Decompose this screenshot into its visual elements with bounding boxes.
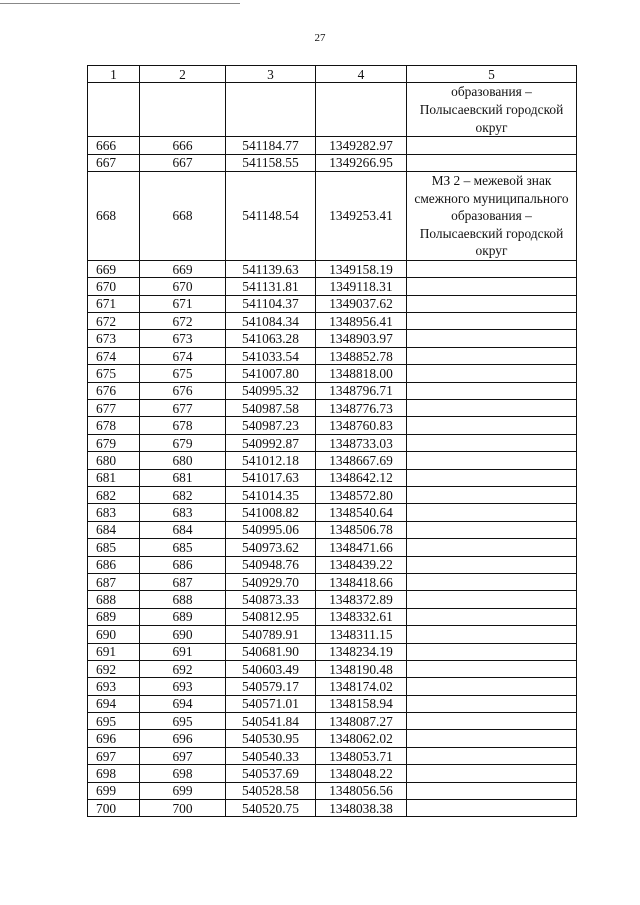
y-coordinate-cell: 1348053.71 [316,747,407,764]
y-coordinate-cell: 1348038.38 [316,800,407,817]
continuation-note: образования – Полысаевский городской округ [407,83,577,137]
point-id-cell: 666 [140,137,226,154]
table-row [88,573,577,590]
y-coordinate-cell: 1348956.41 [316,313,407,330]
point-id-cell: 686 [140,556,226,573]
x-coordinate-cell: 540812.95 [226,608,316,625]
table-row [88,765,577,782]
description-cell [407,295,577,312]
y-coordinate-cell: 1348062.02 [316,730,407,747]
x-coordinate-cell: 541184.77 [226,137,316,154]
table-row [88,260,577,277]
header-cell-1: 1 [88,66,140,83]
point-number-cell: 680 [88,452,140,469]
table-row [88,608,577,625]
point-id-cell: 673 [140,330,226,347]
x-coordinate-cell: 540579.17 [226,678,316,695]
description-cell [407,330,577,347]
x-coordinate-cell: 540873.33 [226,591,316,608]
point-number-cell: 677 [88,400,140,417]
header-cell-4: 4 [316,66,407,83]
point-id-cell: 682 [140,487,226,504]
point-id-cell: 679 [140,434,226,451]
point-number-cell: 689 [88,608,140,625]
x-coordinate-cell: 540571.01 [226,695,316,712]
table-row [88,313,577,330]
x-coordinate-cell: 541084.34 [226,313,316,330]
table-row [88,347,577,364]
x-coordinate-cell: 541033.54 [226,347,316,364]
table-row [88,730,577,747]
table-row [88,137,577,154]
x-coordinate-cell: 540528.58 [226,782,316,799]
description-cell [407,713,577,730]
point-id-cell: 692 [140,660,226,677]
x-coordinate-cell: 540603.49 [226,660,316,677]
point-number-cell: 691 [88,643,140,660]
point-id-cell: 685 [140,539,226,556]
table-row [88,434,577,451]
table-row [88,487,577,504]
point-number-cell: 676 [88,382,140,399]
x-coordinate-cell: 540948.76 [226,556,316,573]
description-cell [407,313,577,330]
y-coordinate-cell: 1349266.95 [316,154,407,171]
table-body [88,66,577,817]
point-number-cell: 666 [88,137,140,154]
table-row [88,591,577,608]
y-coordinate-cell: 1348190.48 [316,660,407,677]
description-cell [407,504,577,521]
x-coordinate-cell: 541148.54 [226,171,316,260]
x-coordinate-cell: 541139.63 [226,260,316,277]
point-id-cell: 678 [140,417,226,434]
y-coordinate-cell: 1348903.97 [316,330,407,347]
y-coordinate-cell: 1348506.78 [316,521,407,538]
header-cell-3: 3 [226,66,316,83]
table-row [88,154,577,171]
description-cell [407,365,577,382]
y-coordinate-cell: 1348667.69 [316,452,407,469]
x-coordinate-cell: 541158.55 [226,154,316,171]
description-cell [407,608,577,625]
point-number-cell: 699 [88,782,140,799]
point-number-cell: 698 [88,765,140,782]
x-coordinate-cell: 540995.32 [226,382,316,399]
description-cell [407,747,577,764]
point-id-cell: 697 [140,747,226,764]
table-row [88,417,577,434]
description-cell [407,487,577,504]
description-cell [407,539,577,556]
description-cell [407,382,577,399]
y-coordinate-cell: 1348372.89 [316,591,407,608]
description-cell [407,347,577,364]
table-row [88,678,577,695]
y-coordinate-cell: 1348776.73 [316,400,407,417]
x-coordinate-cell: 541012.18 [226,452,316,469]
point-number-cell: 693 [88,678,140,695]
y-coordinate-cell: 1349158.19 [316,260,407,277]
description-cell [407,278,577,295]
point-number-cell: 679 [88,434,140,451]
table-row [88,643,577,660]
point-number-cell: 673 [88,330,140,347]
description-cell [407,260,577,277]
description-cell [407,556,577,573]
point-number-cell: 683 [88,504,140,521]
y-coordinate-cell: 1349282.97 [316,137,407,154]
point-id-cell: 700 [140,800,226,817]
description-cell [407,765,577,782]
x-coordinate-cell: 540987.23 [226,417,316,434]
description-cell [407,678,577,695]
y-coordinate-cell: 1348642.12 [316,469,407,486]
point-number-cell: 685 [88,539,140,556]
table-row [88,382,577,399]
continuation-row [88,83,577,137]
x-coordinate-cell: 540987.58 [226,400,316,417]
point-number-cell: 671 [88,295,140,312]
table-row [88,171,577,260]
point-number-cell: 684 [88,521,140,538]
table-row [88,330,577,347]
x-coordinate-cell: 540995.06 [226,521,316,538]
point-number-cell: 700 [88,800,140,817]
point-number-cell: 681 [88,469,140,486]
table-row [88,452,577,469]
y-coordinate-cell: 1348439.22 [316,556,407,573]
point-number-cell: 678 [88,417,140,434]
y-coordinate-cell: 1348056.56 [316,782,407,799]
description-cell [407,626,577,643]
description-cell [407,521,577,538]
x-coordinate-cell: 541008.82 [226,504,316,521]
y-coordinate-cell: 1349037.62 [316,295,407,312]
point-id-cell: 693 [140,678,226,695]
description-cell [407,695,577,712]
x-coordinate-cell: 541131.81 [226,278,316,295]
empty-cell [316,83,407,137]
point-number-cell: 670 [88,278,140,295]
empty-cell [88,83,140,137]
point-id-cell: 694 [140,695,226,712]
point-id-cell: 699 [140,782,226,799]
y-coordinate-cell: 1348174.02 [316,678,407,695]
point-number-cell: 692 [88,660,140,677]
point-id-cell: 698 [140,765,226,782]
y-coordinate-cell: 1349118.31 [316,278,407,295]
table-row [88,365,577,382]
empty-cell [140,83,226,137]
point-id-cell: 676 [140,382,226,399]
description-cell [407,154,577,171]
description-cell [407,434,577,451]
point-id-cell: 691 [140,643,226,660]
x-coordinate-cell: 540541.84 [226,713,316,730]
x-coordinate-cell: 540973.62 [226,539,316,556]
y-coordinate-cell: 1348818.00 [316,365,407,382]
table-row [88,626,577,643]
x-coordinate-cell: 540929.70 [226,573,316,590]
point-id-cell: 689 [140,608,226,625]
point-id-cell: 671 [140,295,226,312]
y-coordinate-cell: 1348796.71 [316,382,407,399]
description-cell [407,800,577,817]
x-coordinate-cell: 541017.63 [226,469,316,486]
description-cell [407,660,577,677]
x-coordinate-cell: 540789.91 [226,626,316,643]
table-row [88,400,577,417]
table-row [88,521,577,538]
table-row [88,782,577,799]
description-cell [407,452,577,469]
point-number-cell: 672 [88,313,140,330]
empty-cell [226,83,316,137]
description-cell [407,417,577,434]
point-id-cell: 674 [140,347,226,364]
table-row [88,747,577,764]
point-number-cell: 667 [88,154,140,171]
point-number-cell: 687 [88,573,140,590]
description-cell [407,573,577,590]
x-coordinate-cell: 540992.87 [226,434,316,451]
table-row [88,660,577,677]
table-row [88,695,577,712]
y-coordinate-cell: 1348471.66 [316,539,407,556]
point-number-cell: 696 [88,730,140,747]
y-coordinate-cell: 1348087.27 [316,713,407,730]
point-id-cell: 668 [140,171,226,260]
x-coordinate-cell: 540537.69 [226,765,316,782]
point-number-cell: 682 [88,487,140,504]
point-id-cell: 687 [140,573,226,590]
description-cell: МЗ 2 – межевой знак смежного муниципального образования – Полысаевский городской округ [407,171,577,260]
table-row [88,800,577,817]
header-cell-5: 5 [407,66,577,83]
header-cell-2: 2 [140,66,226,83]
description-cell [407,400,577,417]
point-id-cell: 672 [140,313,226,330]
y-coordinate-cell: 1348048.22 [316,765,407,782]
x-coordinate-cell: 541104.37 [226,295,316,312]
coordinates-table [87,65,577,817]
header-row [88,66,577,83]
point-id-cell: 677 [140,400,226,417]
table-row [88,539,577,556]
point-number-cell: 697 [88,747,140,764]
point-number-cell: 694 [88,695,140,712]
table-row [88,504,577,521]
table-row [88,278,577,295]
point-number-cell: 669 [88,260,140,277]
y-coordinate-cell: 1348311.15 [316,626,407,643]
point-number-cell: 690 [88,626,140,643]
x-coordinate-cell: 541014.35 [226,487,316,504]
description-cell [407,643,577,660]
page-number: 27 [314,32,326,44]
y-coordinate-cell: 1348760.83 [316,417,407,434]
table-row [88,295,577,312]
point-id-cell: 670 [140,278,226,295]
y-coordinate-cell: 1349253.41 [316,171,407,260]
y-coordinate-cell: 1348540.64 [316,504,407,521]
y-coordinate-cell: 1348572.80 [316,487,407,504]
point-id-cell: 690 [140,626,226,643]
point-id-cell: 680 [140,452,226,469]
point-number-cell: 695 [88,713,140,730]
point-number-cell: 674 [88,347,140,364]
x-coordinate-cell: 541007.80 [226,365,316,382]
description-cell [407,469,577,486]
description-cell [407,730,577,747]
x-coordinate-cell: 540540.33 [226,747,316,764]
y-coordinate-cell: 1348733.03 [316,434,407,451]
point-number-cell: 686 [88,556,140,573]
table-row [88,556,577,573]
point-number-cell: 668 [88,171,140,260]
y-coordinate-cell: 1348332.61 [316,608,407,625]
x-coordinate-cell: 540520.75 [226,800,316,817]
y-coordinate-cell: 1348234.19 [316,643,407,660]
x-coordinate-cell: 540681.90 [226,643,316,660]
x-coordinate-cell: 540530.95 [226,730,316,747]
point-id-cell: 696 [140,730,226,747]
description-cell [407,137,577,154]
point-id-cell: 683 [140,504,226,521]
point-id-cell: 684 [140,521,226,538]
point-id-cell: 688 [140,591,226,608]
description-cell [407,782,577,799]
table-row [88,469,577,486]
y-coordinate-cell: 1348418.66 [316,573,407,590]
point-id-cell: 667 [140,154,226,171]
point-id-cell: 675 [140,365,226,382]
point-number-cell: 688 [88,591,140,608]
top-rule [0,3,240,4]
y-coordinate-cell: 1348158.94 [316,695,407,712]
point-id-cell: 695 [140,713,226,730]
point-number-cell: 675 [88,365,140,382]
y-coordinate-cell: 1348852.78 [316,347,407,364]
point-id-cell: 681 [140,469,226,486]
table-row [88,713,577,730]
x-coordinate-cell: 541063.28 [226,330,316,347]
point-id-cell: 669 [140,260,226,277]
description-cell [407,591,577,608]
